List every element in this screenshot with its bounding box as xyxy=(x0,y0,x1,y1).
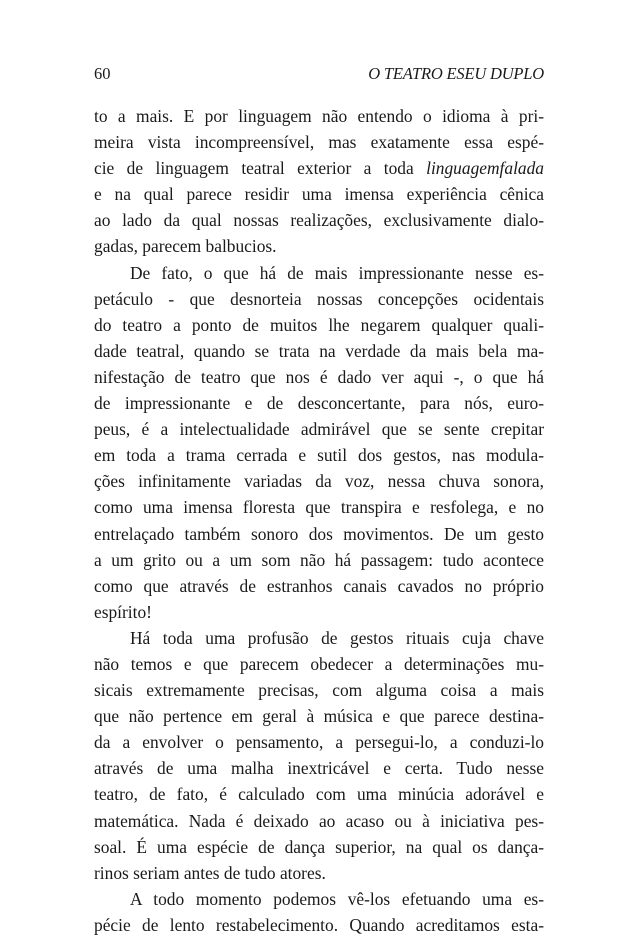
emphasized-term: linguagemfalada xyxy=(426,158,544,179)
text-line: rinos seriam antes de tudo atores. xyxy=(94,862,326,883)
page-number: 60 xyxy=(94,64,111,83)
text-line: e na qual parece residir uma imensa experiência cênica xyxy=(94,184,544,205)
text-line: petáculo - que desnorteia nossas concepções ocidentais xyxy=(94,288,544,309)
text-line: ções infinitamente variadas da voz, nessa chuva sonora, xyxy=(94,471,544,492)
text-line: ao lado da qual nossas realizações, exclusivamente dialo- xyxy=(94,210,544,231)
text-line: como que através de estranhos canais cavados no próprio xyxy=(94,575,544,596)
text-line: soal. É uma espécie de dança superior, na qual os dança- xyxy=(94,836,544,857)
text-line: entrelaçado também sonoro dos movimentos. De um gesto xyxy=(94,523,544,544)
text-line: Há toda uma profusão de gestos rituais cuja chave xyxy=(130,627,544,648)
text-line: peus, é a intelectualidade admirável que se sente crepitar xyxy=(94,419,544,440)
body-text xyxy=(94,103,544,938)
text-line: pécie de lento restabelecimento. Quando acreditamos esta- xyxy=(94,914,544,935)
text-line: meira vista incompreensível, mas exatamente essa espé- xyxy=(94,132,544,153)
text-line: do teatro a ponto de muitos lhe negarem qualquer quali- xyxy=(94,314,544,335)
text-line: to a mais. E por linguagem não entendo o idioma à pri- xyxy=(94,106,544,126)
text-line: de impressionante e de desconcertante, para nós, euro- xyxy=(94,393,544,414)
book-title: O TEATRO ESEU DUPLO xyxy=(368,64,544,83)
text-line: sicais extremamente precisas, com alguma coisa a mais xyxy=(94,680,544,701)
text-line: em toda a trama cerrada e sutil dos gestos, nas modula- xyxy=(94,445,544,466)
text-line: A todo momento podemos vê-los efetuando uma es- xyxy=(130,888,544,909)
text-line: que não pertence em geral à música e que parece destina- xyxy=(94,706,544,727)
text-line: gadas, parecem balbucios. xyxy=(94,236,277,257)
text-line: De fato, o que há de mais impressionante nesse es- xyxy=(130,262,544,283)
text-line: não temos e que parecem obedecer a determinações mu- xyxy=(94,653,544,674)
text-line: a um grito ou a um som não há passagem: tudo acontece xyxy=(94,549,544,570)
text-line: espírito! xyxy=(94,601,152,622)
text-line-part: cie de linguagem teatral exterior a toda xyxy=(94,158,427,179)
text-line: teatro, de fato, é calculado com uma minúcia adorável e xyxy=(94,784,544,805)
text-line: como uma imensa floresta que transpira e resfolega, e no xyxy=(94,497,544,518)
text-line: através de uma malha inextricável e certa. Tudo nesse xyxy=(94,758,544,779)
text-line: dade teatral, quando se trata na verdade da mais bela ma- xyxy=(94,340,544,361)
text-line: matemática. Nada é deixado ao acaso ou à iniciativa pes- xyxy=(94,810,544,831)
text-line: da a envolver o pensamento, a persegui-lo, a conduzi-lo xyxy=(94,732,544,753)
text-line: nifestação de teatro que nos é dado ver aqui -, o que há xyxy=(94,366,544,387)
running-head xyxy=(94,64,544,84)
text-line xyxy=(94,155,544,181)
